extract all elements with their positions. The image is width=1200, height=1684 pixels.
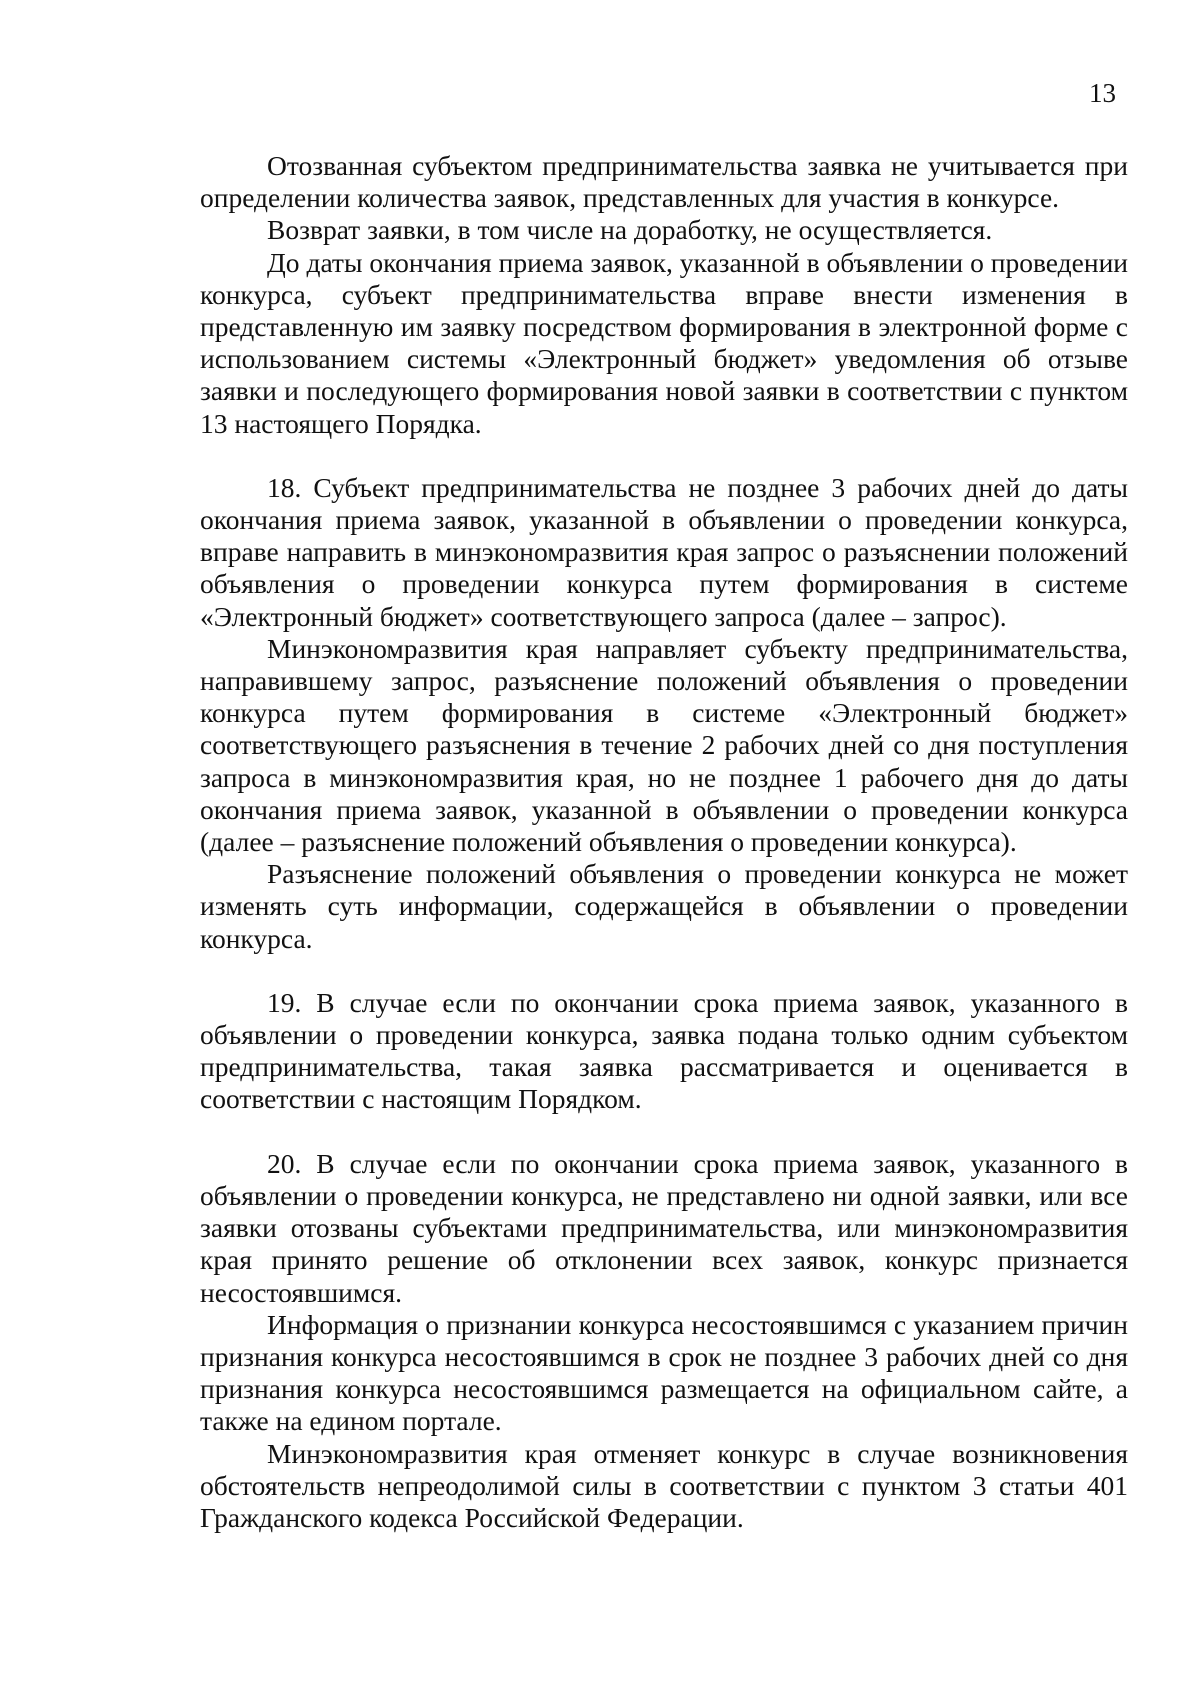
paragraph-no-return: Возврат заявки, в том числе на доработку, не осуществляется.	[267, 214, 993, 246]
paragraph-clarification-limits: Разъяснение положений объявления о проведении конкурса не может изменять суть информации, содержащейся в объявлении о проведении конкурса.	[200, 858, 1128, 954]
paragraph-changes-before-deadline: До даты окончания приема заявок, указанной в объявлении о проведении конкурса, субъект предпринимательства вправе внести изменения в представленную им заявку посредством формирования в электронной форме с использованием системы «Электронный бюджет» уведомления об отзыве заявки и последующего формирования новой заявки в соответствии с пунктом 13 настоящего Порядка.	[200, 246, 1128, 439]
paragraph-item-20: 20. В случае если по окончании срока приема заявок, указанного в объявлении о проведении конкурса, не представлено ни одной заявки, или все заявки отозваны субъектами предпринимательства, или минэкономразвития края принято решение об отклонении всех заявок, конкурс признается несостоявшимся.	[200, 1147, 1128, 1308]
paragraph-withdrawn-application: Отозванная субъектом предпринимательства заявка не учитывается при определении количества заявок, представленных для участия в конкурсе.	[200, 150, 1128, 214]
paragraph-gap	[200, 440, 1128, 472]
paragraph-contest-cancellation: Минэкономразвития края отменяет конкурс в случае возникновения обстоятельств непреодолимой силы в соответствии с пунктом 3 статьи 401 Гражданского кодекса Российской Федерации.	[200, 1437, 1128, 1533]
paragraph-gap	[200, 1116, 1128, 1148]
document-body	[200, 150, 1128, 1534]
paragraph-clarification: Минэкономразвития края направляет субъекту предпринимательства, направившему запрос, разъяснение положений объявления о проведении конкурса путем формирования в системе «Электронный бюджет» соответствующего разъяснения в течение 2 рабочих дней со дня поступления запроса в минэкономразвития края, но не позднее 1 рабочего дня до даты окончания приема заявок, указанной в объявлении о проведении конкурса (далее – разъяснение положений объявления о проведении конкурса).	[200, 632, 1128, 858]
paragraph-gap	[200, 955, 1128, 987]
paragraph-failed-contest-info: Информация о признании конкурса несостоявшимся с указанием причин признания конкурса несостоявшимся в срок не позднее 3 рабочих дней со дня признания конкурса несостоявшимся размещается на официальном сайте, а также на едином портале.	[200, 1308, 1128, 1437]
page-number: 13	[1089, 78, 1116, 108]
paragraph-item-18: 18. Субъект предпринимательства не позднее 3 рабочих дней до даты окончания приема заявок, указанной в объявлении о проведении конкурса, вправе направить в минэкономразвития края запрос о разъяснении положений объявления о проведении конкурса путем формирования в системе «Электронный бюджет» соответствующего запроса (далее – запрос).	[200, 471, 1128, 632]
paragraph-item-19: 19. В случае если по окончании срока приема заявок, указанного в объявлении о проведении конкурса, заявка подана только одним субъектом предпринимательства, такая заявка рассматривается и оценивается в соответствии с настоящим Порядком.	[200, 986, 1128, 1115]
